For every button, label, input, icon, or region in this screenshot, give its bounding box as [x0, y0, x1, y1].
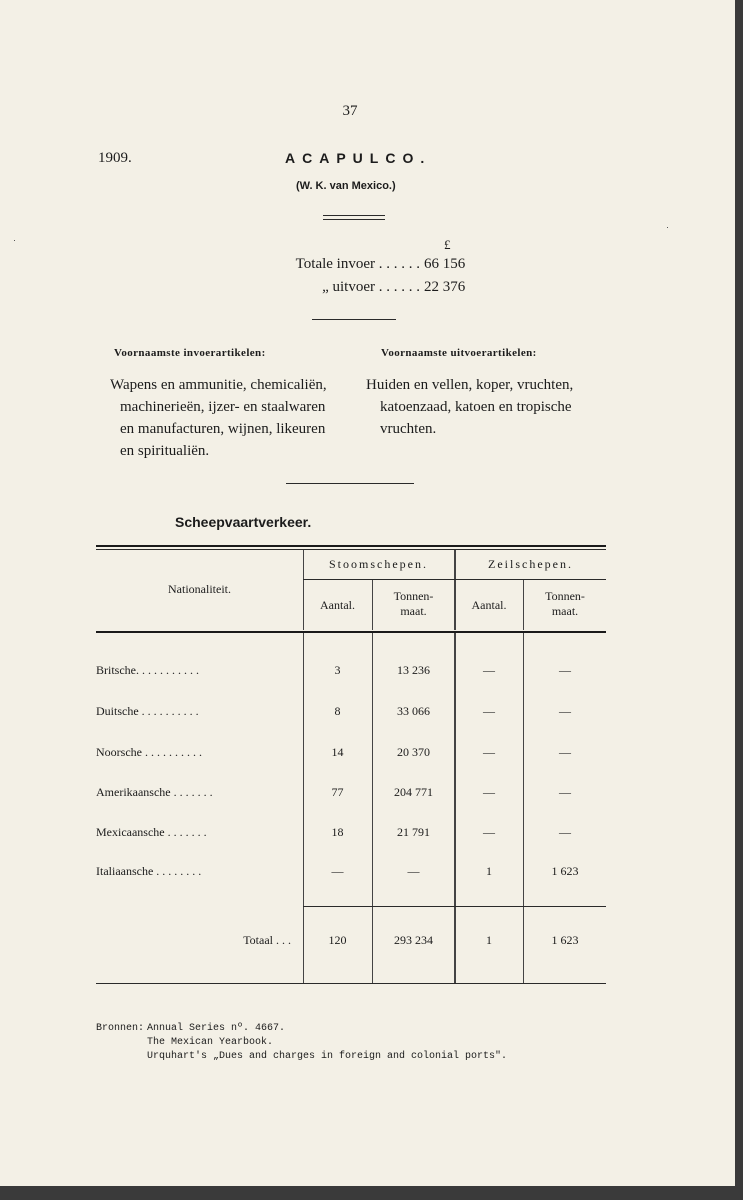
col-header-sail-tonnen [524, 589, 606, 619]
col-header-sail: Zeilschepen. [488, 557, 573, 571]
cell-sail-count: 1 [486, 864, 492, 878]
title-double-rule-top [323, 215, 385, 216]
exports-line: vruchten. [380, 421, 437, 437]
imports-line: machinerieën, ijzer- en staalwaren [120, 399, 326, 415]
shipping-title: Scheepvaartverkeer. [175, 514, 312, 530]
source-item: The Mexican Yearbook. [147, 1037, 274, 1048]
total-import-label: Totale invoer . . . . . . [295, 256, 420, 272]
col-header-steam-tonnen-2: maat. [400, 604, 427, 618]
row-label-britsche: Britsche. . . . . . . . . . . [96, 663, 199, 677]
section-divider [312, 319, 396, 320]
cell-sail-count: — [483, 704, 495, 718]
title-double-rule-bottom [323, 219, 385, 220]
header-bottom-rule [96, 631, 606, 633]
table-top-rule-thick [96, 545, 606, 547]
col-header-steam-tonnen-1: Tonnen- [393, 589, 434, 603]
total-sail-tons: 1 623 [551, 933, 579, 947]
total-label: Totaal . . . [243, 933, 291, 947]
body-vline-4 [523, 633, 524, 983]
cell-steam-tons: — [407, 864, 420, 878]
cell-steam-count: 3 [334, 663, 341, 677]
totals-export-value-cell [424, 279, 504, 299]
cell-sail-tons: — [559, 663, 571, 677]
totals-import-value-cell [424, 256, 504, 276]
cell-steam-count: 14 [331, 745, 344, 759]
source-item: Annual Series nº. 4667. [147, 1023, 286, 1034]
cell-steam-tons: 20 370 [397, 745, 430, 759]
cell-steam-tons: 21 791 [397, 825, 430, 839]
sources-label: Bronnen: [96, 1023, 145, 1034]
port-subtitle: (W. K. van Mexico.) [296, 180, 396, 192]
total-export-label: „ uitvoer . . . . . . [322, 279, 420, 295]
cell-sail-count: — [483, 825, 495, 839]
page-number: 37 [342, 103, 358, 119]
row-label-duitsche: Duitsche . . . . . . . . . . [96, 704, 199, 718]
cell-sail-tons: 1 623 [551, 864, 579, 878]
total-export-value: 22 376 [424, 279, 466, 295]
currency-symbol: £ [444, 237, 451, 252]
col-header-steam-tonnen [373, 589, 454, 619]
col-header-sail-aantal: Aantal. [471, 598, 507, 612]
imports-line: Wapens en ammunitie, chemicaliën, [110, 377, 327, 393]
body-vline-2 [372, 633, 373, 983]
body-vline-3 [454, 633, 456, 983]
exports-line: Huiden en vellen, koper, vruchten, [366, 377, 574, 393]
table-bottom-rule [96, 983, 606, 984]
port-title: ACAPULCO. [285, 150, 432, 166]
total-steam-count: 120 [328, 933, 347, 947]
exports-line: katoenzaad, katoen en tropische [380, 399, 572, 415]
totals-export-row [120, 279, 420, 299]
body-vline-1 [303, 633, 304, 983]
cell-steam-count: 77 [331, 785, 344, 799]
sources-list [147, 1022, 587, 1064]
margin-speck [667, 227, 668, 228]
cell-sail-count: — [483, 663, 495, 677]
total-sail-count: 1 [486, 933, 492, 947]
col-header-nationality: Nationaliteit. [168, 582, 231, 596]
totals-rule [303, 906, 606, 907]
imports-line: en manufacturen, wijnen, likeuren [120, 421, 326, 437]
exports-heading: Voornaamste uitvoerartikelen: [381, 347, 537, 359]
col-header-steam: Stoomschepen. [329, 557, 428, 571]
margin-speck [14, 240, 15, 241]
col-header-sail-tonnen-1: Tonnen- [545, 589, 585, 603]
cell-steam-tons: 204 771 [394, 785, 433, 799]
cell-sail-count: — [483, 745, 495, 759]
cell-sail-tons: — [559, 704, 571, 718]
cell-steam-count: 8 [334, 704, 341, 718]
cell-steam-count: 18 [331, 825, 344, 839]
cell-steam-tons: 33 066 [397, 704, 430, 718]
header-group-rule [303, 579, 606, 580]
report-year: 1909. [98, 150, 132, 166]
cell-sail-tons: — [559, 745, 571, 759]
imports-heading: Voornaamste invoerartikelen: [114, 347, 266, 359]
cell-sail-tons: — [559, 825, 571, 839]
source-item: Urquhart's „Dues and charges in foreign and colonial ports". [147, 1051, 508, 1062]
cell-steam-tons: 13 236 [397, 663, 430, 677]
table-top-rule-thin [96, 549, 606, 550]
cell-sail-tons: — [559, 785, 571, 799]
cell-steam-count: — [331, 864, 344, 878]
row-label-mexicaansche: Mexicaansche . . . . . . . [96, 825, 207, 839]
imports-text [110, 374, 355, 462]
imports-line: en spiritualiën. [120, 443, 210, 459]
section-divider-2 [286, 483, 414, 484]
cell-sail-count: — [483, 785, 495, 799]
row-label-noorsche: Noorsche . . . . . . . . . . [96, 745, 202, 759]
col-header-steam-aantal: Aantal. [320, 598, 355, 612]
exports-text [366, 374, 696, 440]
col-header-sail-tonnen-2: maat. [551, 604, 579, 618]
total-steam-tons: 293 234 [394, 933, 433, 947]
row-label-amerikaansche: Amerikaansche . . . . . . . [96, 785, 213, 799]
totals-import-row [120, 256, 420, 276]
row-label-italiaansche: Italiaansche . . . . . . . . [96, 864, 202, 878]
total-import-value: 66 156 [424, 256, 466, 272]
